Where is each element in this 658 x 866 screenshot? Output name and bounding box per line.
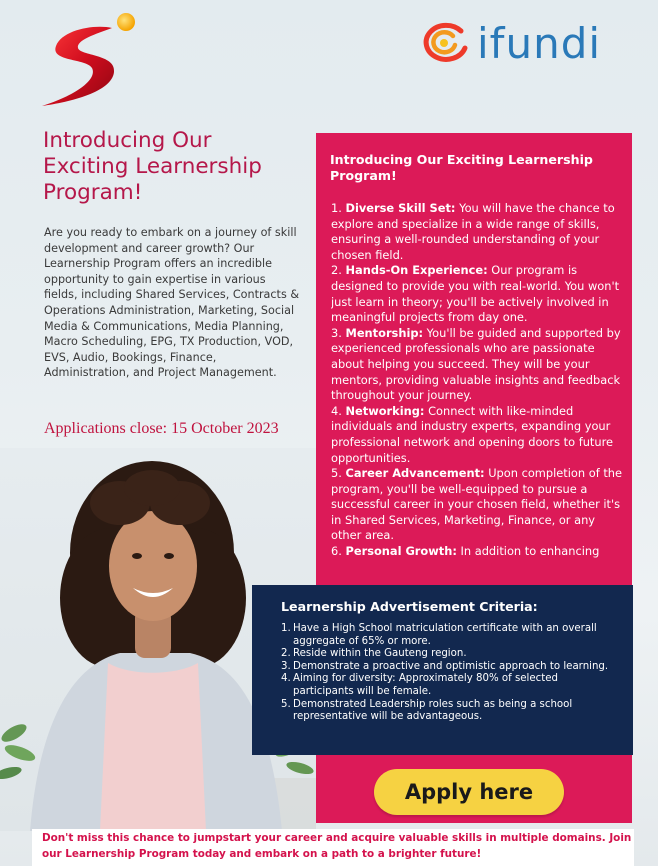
s-logo-graphic: [34, 10, 144, 110]
criteria-item: 5. Demonstrated Leadership roles such as being a school representative will be advantageous.: [281, 698, 573, 723]
benefit-item: 3. Mentorship: You'll be guided and supported by experienced professionals who are passionate about helping you succeed. They will be your mentors, providing valuable insights and feedback throughout your journey.: [331, 325, 621, 403]
apply-here-button[interactable]: Apply here: [374, 769, 564, 815]
ifundi-swirl-icon: [415, 18, 475, 68]
benefit-item: 5. Career Advancement: Upon completion of the program, you'll be well-equipped to pursue a successful career in your chosen field, whether it's in Shared Services, Marketing, Finance, or any other area.: [331, 466, 623, 543]
criteria-item: 1. Have a High School matriculation certificate with an overall aggregate of 65% or more.: [281, 623, 597, 647]
criteria-list: [281, 623, 615, 724]
footer-banner: Don't miss this chance to jumpstart your career and acquire valuable skills in multiple domains. Join our Learnership Program today and embark on a path to a brighter future!: [32, 829, 634, 866]
benefit-item: 2. Hands-On Experience: Our program is designed to provide you with real-world. You won't just learn in theory; you'll be actively involved in meaningful projects from day one.: [331, 263, 620, 325]
criteria-box: [252, 585, 633, 755]
benefits-title: Introducing Our Exciting Learnership Program!: [330, 152, 593, 183]
criteria-title: Learnership Advertisement Criteria:: [281, 599, 538, 614]
ifundi-logo: [415, 10, 625, 76]
benefit-item: 4. Networking: Connect with like-minded individuals and industry experts, expanding your professional network and opening doors to future opportunities.: [331, 403, 614, 465]
criteria-item: 3. Demonstrate a proactive and optimistic approach to learning.: [281, 660, 609, 672]
applications-close-date: Applications close: 15 October 2023: [44, 420, 279, 437]
benefit-item: 6. Personal Growth: In addition to enhancing: [331, 544, 600, 559]
ifundi-wordmark: ifundi: [477, 18, 602, 68]
benefits-list: [331, 201, 627, 559]
page-title: Introducing Our Exciting Learnership Program!: [43, 128, 262, 205]
intro-paragraph: Are you ready to embark on a journey of skill development and career growth? Our Learnership Program offers an incredible opportunity to gain expertise in various fields, including Shared Services, Contracts & Operations Administration, Marketing, Social Media & Communications, Media Planning, Macro Scheduling, EPG, TX Production, VOD, EVS, Audio, Bookings, Finance, Administration, and Project Management.: [44, 226, 300, 380]
criteria-item: 2. Reside within the Gauteng region.: [281, 648, 467, 660]
s-logo: [34, 10, 144, 110]
criteria-item: 4. Aiming for diversity: Approximately 80% of selected participants will be female.: [281, 673, 558, 697]
benefit-item: 1. Diverse Skill Set: You will have the chance to explore and specialize in a wide range of skills, ensuring a well-rounded understanding of your chosen field.: [331, 201, 615, 262]
